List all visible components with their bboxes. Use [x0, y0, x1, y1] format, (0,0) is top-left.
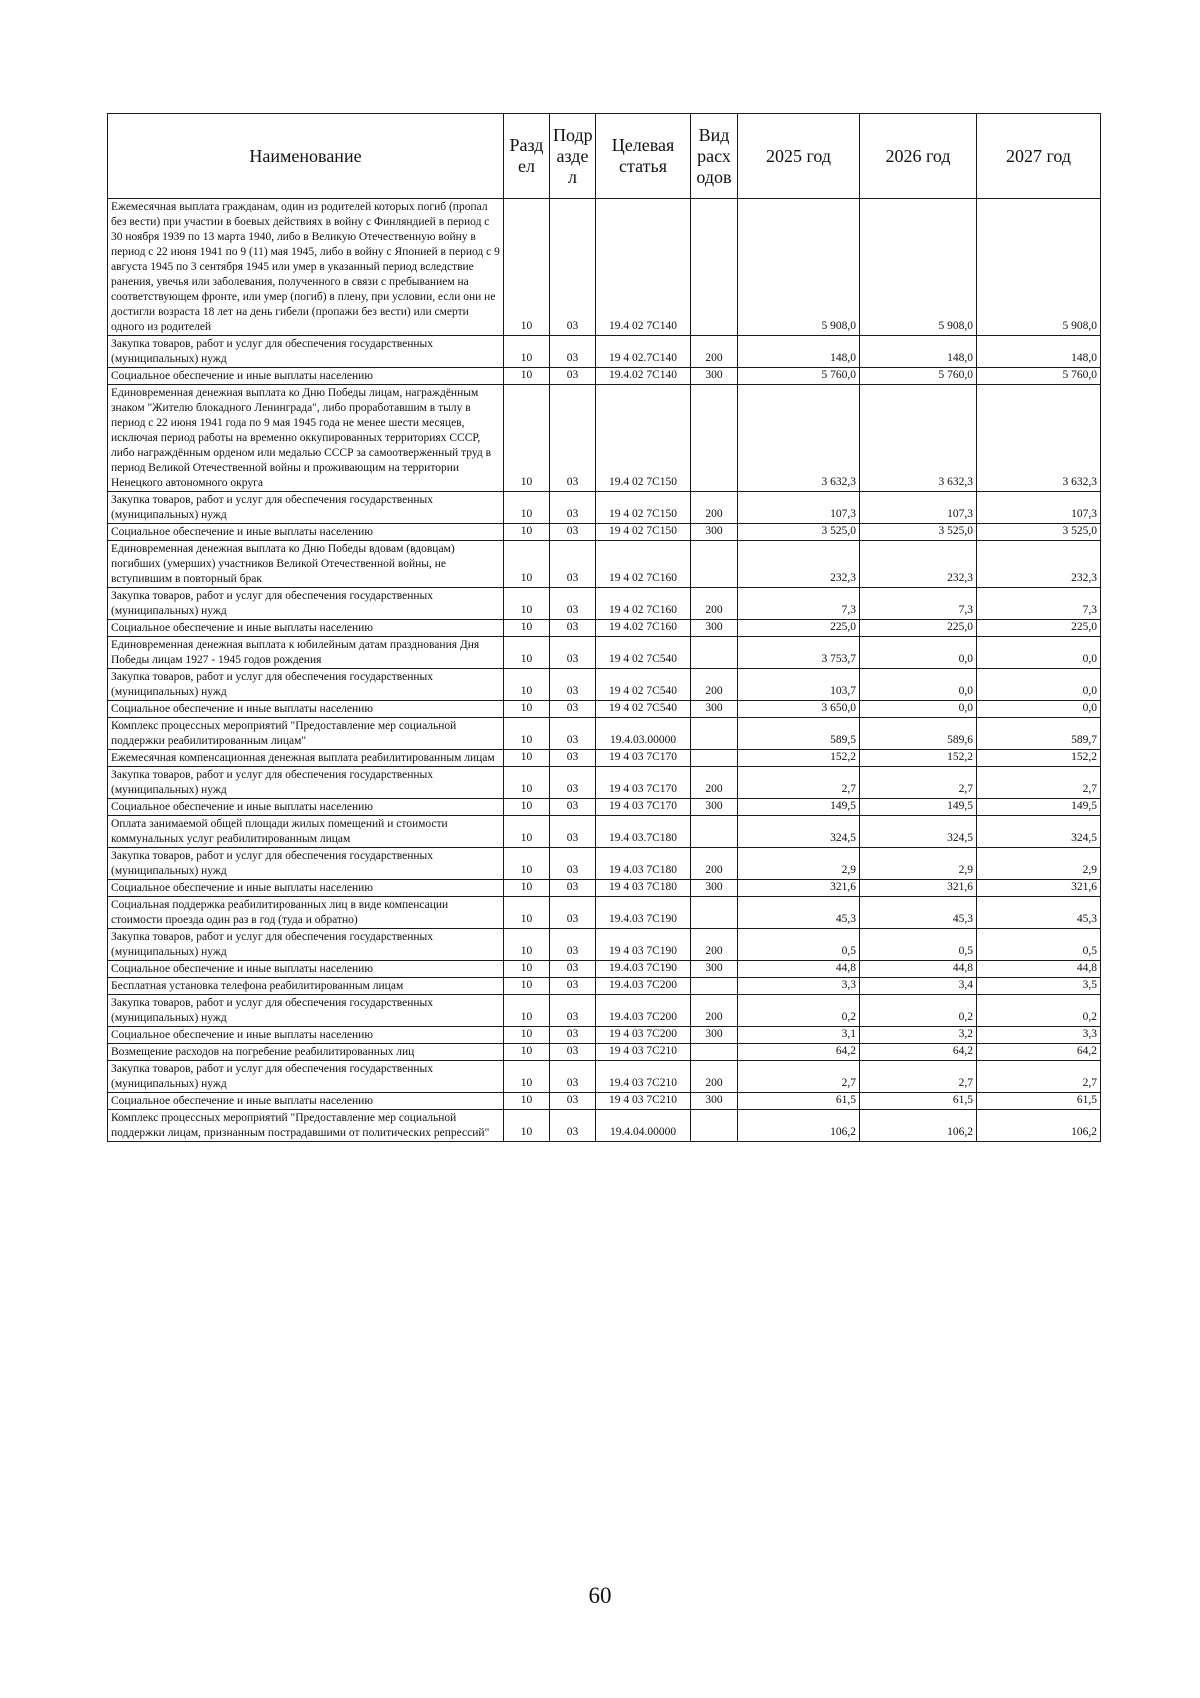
row-value-2027: 5 760,0	[977, 368, 1101, 385]
row-podrazdel: 03	[550, 524, 596, 541]
row-value-2027: 5 908,0	[977, 199, 1101, 336]
row-razdel: 10	[504, 961, 550, 978]
row-value-2025: 45,3	[738, 897, 860, 929]
row-value-2027: 232,3	[977, 541, 1101, 588]
row-value-2025: 64,2	[738, 1044, 860, 1061]
row-value-2027: 3 632,3	[977, 385, 1101, 492]
row-razdel: 10	[504, 880, 550, 897]
row-value-2026: 2,9	[860, 848, 977, 880]
row-name: Социальное обеспечение и иные выплаты населению	[108, 620, 504, 637]
table-row	[108, 588, 1101, 620]
row-podrazdel: 03	[550, 750, 596, 767]
row-razdel: 10	[504, 1044, 550, 1061]
row-expense-type: 200	[691, 995, 738, 1027]
row-expense-type	[691, 718, 738, 750]
row-value-2025: 148,0	[738, 336, 860, 368]
row-value-2027: 0,0	[977, 669, 1101, 701]
row-expense-type	[691, 897, 738, 929]
table-row	[108, 995, 1101, 1027]
row-name: Единовременная денежная выплата ко Дню Победы лицам, награждённым знаком "Жителю блокадного Ленинграда", либо проработавшим в тылу в период с 22 июня 1941 года по 9 мая 1945 года не менее шести месяцев, исключая период работы на временно оккупированных территориях СССР, либо награждённым орденом или медалью СССР за самоотверженный труд в период Великой Отечественной войны и проживающим на территории Ненецкого автономного округа	[108, 385, 504, 492]
row-target-article: 19 4.02 7С160	[596, 620, 691, 637]
row-value-2026: 0,0	[860, 669, 977, 701]
row-podrazdel: 03	[550, 1061, 596, 1093]
row-expense-type	[691, 385, 738, 492]
row-podrazdel: 03	[550, 816, 596, 848]
row-value-2025: 3 632,3	[738, 385, 860, 492]
row-target-article: 19 4 02.7С140	[596, 336, 691, 368]
table-row	[108, 385, 1101, 492]
row-value-2025: 7,3	[738, 588, 860, 620]
row-value-2027: 45,3	[977, 897, 1101, 929]
row-value-2026: 232,3	[860, 541, 977, 588]
row-target-article: 19.4 02 7С150	[596, 385, 691, 492]
row-target-article: 19 4 02 7С160	[596, 541, 691, 588]
row-podrazdel: 03	[550, 897, 596, 929]
row-razdel: 10	[504, 524, 550, 541]
row-value-2027: 2,7	[977, 767, 1101, 799]
row-razdel: 10	[504, 978, 550, 995]
row-razdel: 10	[504, 718, 550, 750]
row-podrazdel: 03	[550, 336, 596, 368]
row-podrazdel: 03	[550, 718, 596, 750]
table-body	[108, 199, 1101, 1142]
row-target-article: 19 4 03 7С170	[596, 799, 691, 816]
row-razdel: 10	[504, 995, 550, 1027]
row-value-2027: 61,5	[977, 1093, 1101, 1110]
row-value-2025: 232,3	[738, 541, 860, 588]
table-row	[108, 199, 1101, 336]
row-razdel: 10	[504, 1110, 550, 1142]
row-name: Закупка товаров, работ и услуг для обеспечения государственных (муниципальных) нужд	[108, 588, 504, 620]
row-name: Закупка товаров, работ и услуг для обеспечения государственных (муниципальных) нужд	[108, 995, 504, 1027]
row-podrazdel: 03	[550, 995, 596, 1027]
row-razdel: 10	[504, 929, 550, 961]
row-expense-type: 300	[691, 880, 738, 897]
header-2026: 2026 год	[860, 114, 977, 199]
row-name: Социальное обеспечение и иные выплаты населению	[108, 880, 504, 897]
row-name: Возмещение расходов на погребение реабилитированных лиц	[108, 1044, 504, 1061]
row-name: Закупка товаров, работ и услуг для обеспечения государственных (муниципальных) нужд	[108, 848, 504, 880]
row-value-2027: 64,2	[977, 1044, 1101, 1061]
header-razdel: Разд ел	[504, 114, 550, 199]
row-value-2027: 7,3	[977, 588, 1101, 620]
row-value-2026: 64,2	[860, 1044, 977, 1061]
row-name: Социальное обеспечение и иные выплаты населению	[108, 524, 504, 541]
row-target-article: 19 4 03 7С170	[596, 767, 691, 799]
row-razdel: 10	[504, 767, 550, 799]
header-name: Наименование	[108, 114, 504, 199]
table-row	[108, 701, 1101, 718]
row-razdel: 10	[504, 701, 550, 718]
header-podrazdel: Подр азде л	[550, 114, 596, 199]
row-value-2025: 2,7	[738, 1061, 860, 1093]
row-value-2027: 0,0	[977, 701, 1101, 718]
row-target-article: 19 4 03 7С180	[596, 880, 691, 897]
row-target-article: 19.4.03 7С190	[596, 897, 691, 929]
row-value-2025: 5 908,0	[738, 199, 860, 336]
row-expense-type: 200	[691, 767, 738, 799]
row-target-article: 19.4.03 7С200	[596, 978, 691, 995]
row-value-2027: 149,5	[977, 799, 1101, 816]
row-razdel: 10	[504, 1061, 550, 1093]
row-razdel: 10	[504, 848, 550, 880]
row-razdel: 10	[504, 541, 550, 588]
row-razdel: 10	[504, 385, 550, 492]
row-value-2027: 106,2	[977, 1110, 1101, 1142]
row-value-2025: 107,3	[738, 492, 860, 524]
row-value-2026: 149,5	[860, 799, 977, 816]
table-row	[108, 718, 1101, 750]
row-expense-type	[691, 750, 738, 767]
row-podrazdel: 03	[550, 1093, 596, 1110]
row-value-2027: 3,5	[977, 978, 1101, 995]
row-value-2027: 225,0	[977, 620, 1101, 637]
row-podrazdel: 03	[550, 541, 596, 588]
row-value-2026: 61,5	[860, 1093, 977, 1110]
row-value-2025: 321,6	[738, 880, 860, 897]
row-value-2025: 589,5	[738, 718, 860, 750]
header-2027: 2027 год	[977, 114, 1101, 199]
row-target-article: 19 4 03 7С210	[596, 1044, 691, 1061]
row-expense-type	[691, 816, 738, 848]
table-row	[108, 1093, 1101, 1110]
row-value-2026: 0,2	[860, 995, 977, 1027]
row-razdel: 10	[504, 897, 550, 929]
row-podrazdel: 03	[550, 1110, 596, 1142]
row-expense-type	[691, 199, 738, 336]
row-podrazdel: 03	[550, 701, 596, 718]
row-value-2027: 3 525,0	[977, 524, 1101, 541]
row-value-2025: 3,1	[738, 1027, 860, 1044]
row-value-2025: 3 753,7	[738, 637, 860, 669]
row-name: Закупка товаров, работ и услуг для обеспечения государственных (муниципальных) нужд	[108, 767, 504, 799]
row-expense-type: 300	[691, 799, 738, 816]
row-name: Закупка товаров, работ и услуг для обеспечения государственных (муниципальных) нужд	[108, 929, 504, 961]
row-razdel: 10	[504, 620, 550, 637]
row-value-2027: 3,3	[977, 1027, 1101, 1044]
row-value-2026: 7,3	[860, 588, 977, 620]
table-row	[108, 978, 1101, 995]
table-row	[108, 1110, 1101, 1142]
row-name: Оплата занимаемой общей площади жилых помещений и стоимости коммунальных услуг реабилитированным лицам	[108, 816, 504, 848]
row-podrazdel: 03	[550, 199, 596, 336]
table-row	[108, 767, 1101, 799]
row-podrazdel: 03	[550, 637, 596, 669]
row-value-2025: 0,2	[738, 995, 860, 1027]
row-target-article: 19.4.03.00000	[596, 718, 691, 750]
row-value-2026: 45,3	[860, 897, 977, 929]
row-value-2026: 2,7	[860, 767, 977, 799]
row-expense-type: 200	[691, 669, 738, 701]
row-target-article: 19.4 03 7С210	[596, 1061, 691, 1093]
row-value-2025: 103,7	[738, 669, 860, 701]
row-expense-type: 300	[691, 524, 738, 541]
table-row	[108, 336, 1101, 368]
row-razdel: 10	[504, 816, 550, 848]
row-podrazdel: 03	[550, 368, 596, 385]
table-row	[108, 799, 1101, 816]
row-value-2025: 61,5	[738, 1093, 860, 1110]
row-value-2025: 225,0	[738, 620, 860, 637]
table-row	[108, 961, 1101, 978]
row-value-2026: 148,0	[860, 336, 977, 368]
row-razdel: 10	[504, 588, 550, 620]
row-expense-type	[691, 1110, 738, 1142]
row-razdel: 10	[504, 492, 550, 524]
row-expense-type: 200	[691, 492, 738, 524]
row-value-2026: 107,3	[860, 492, 977, 524]
table-row	[108, 929, 1101, 961]
row-name: Бесплатная установка телефона реабилитированным лицам	[108, 978, 504, 995]
row-name: Закупка товаров, работ и услуг для обеспечения государственных (муниципальных) нужд	[108, 336, 504, 368]
row-value-2026: 3 632,3	[860, 385, 977, 492]
row-value-2027: 321,6	[977, 880, 1101, 897]
row-name: Комплекс процессных мероприятий "Предоставление мер социальной поддержки лицам, признанным пострадавшими от политических репрессий"	[108, 1110, 504, 1142]
row-name: Закупка товаров, работ и услуг для обеспечения государственных (муниципальных) нужд	[108, 669, 504, 701]
header-target-article: Целевая статья	[596, 114, 691, 199]
table-row	[108, 637, 1101, 669]
row-target-article: 19 4 02 7С540	[596, 637, 691, 669]
row-name: Ежемесячная выплата гражданам, один из родителей которых погиб (пропал без вести) при участии в боевых действиях в войну с Финляндией в период с 30 ноября 1939 по 13 марта 1940, либо в Великую Отечественную войну в период с 22 июня 1941 по 9 (11) мая 1945, либо в войну с Японией в период с 9 августа 1945 по 3 сентября 1945 или умер в указанный период вследствие ранения, увечья или заболевания, полученного в связи с пребыванием на соответствующем фронте, или умер (погиб) в плену, при условии, если они не достигли возраста 18 лет на день гибели (пропажи без вести) или смерти одного из родителей	[108, 199, 504, 336]
row-value-2026: 225,0	[860, 620, 977, 637]
row-expense-type	[691, 1044, 738, 1061]
table-row	[108, 880, 1101, 897]
table-header-row	[108, 114, 1101, 199]
row-target-article: 19.4 03.7С180	[596, 816, 691, 848]
row-value-2025: 324,5	[738, 816, 860, 848]
row-razdel: 10	[504, 199, 550, 336]
row-podrazdel: 03	[550, 385, 596, 492]
row-target-article: 19 4 02 7С150	[596, 492, 691, 524]
row-expense-type: 300	[691, 368, 738, 385]
table-row	[108, 492, 1101, 524]
row-target-article: 19 4 03 7С190	[596, 929, 691, 961]
row-razdel: 10	[504, 669, 550, 701]
page-number: 60	[588, 1583, 612, 1608]
row-razdel: 10	[504, 368, 550, 385]
row-razdel: 10	[504, 750, 550, 767]
row-podrazdel: 03	[550, 929, 596, 961]
row-value-2027: 148,0	[977, 336, 1101, 368]
row-expense-type: 200	[691, 1061, 738, 1093]
row-name: Единовременная денежная выплата ко Дню Победы вдовам (вдовцам) погибших (умерших) участников Великой Отечественной войны, не вступившим в повторный брак	[108, 541, 504, 588]
row-value-2026: 321,6	[860, 880, 977, 897]
table-row	[108, 1044, 1101, 1061]
table-row	[108, 1027, 1101, 1044]
row-value-2027: 2,7	[977, 1061, 1101, 1093]
table-row	[108, 669, 1101, 701]
table-row	[108, 541, 1101, 588]
table-row	[108, 750, 1101, 767]
row-expense-type: 200	[691, 929, 738, 961]
row-value-2025: 3 525,0	[738, 524, 860, 541]
row-expense-type: 300	[691, 620, 738, 637]
header-expense-type: Вид расх одов	[691, 114, 738, 199]
row-podrazdel: 03	[550, 492, 596, 524]
row-value-2026: 3,2	[860, 1027, 977, 1044]
row-razdel: 10	[504, 1093, 550, 1110]
row-value-2026: 0,5	[860, 929, 977, 961]
row-value-2026: 589,6	[860, 718, 977, 750]
row-value-2027: 152,2	[977, 750, 1101, 767]
row-value-2026: 2,7	[860, 1061, 977, 1093]
row-expense-type: 300	[691, 1093, 738, 1110]
row-name: Социальное обеспечение и иные выплаты населению	[108, 1093, 504, 1110]
row-value-2025: 0,5	[738, 929, 860, 961]
row-target-article: 19 4 03 7С170	[596, 750, 691, 767]
row-target-article: 19 4 03 7С210	[596, 1093, 691, 1110]
row-podrazdel: 03	[550, 767, 596, 799]
row-name: Социальное обеспечение и иные выплаты населению	[108, 961, 504, 978]
row-podrazdel: 03	[550, 1027, 596, 1044]
table-row	[108, 368, 1101, 385]
row-value-2026: 0,0	[860, 701, 977, 718]
table-row	[108, 620, 1101, 637]
row-value-2025: 2,9	[738, 848, 860, 880]
row-expense-type: 200	[691, 336, 738, 368]
row-podrazdel: 03	[550, 978, 596, 995]
row-value-2027: 2,9	[977, 848, 1101, 880]
row-expense-type	[691, 978, 738, 995]
row-value-2025: 5 760,0	[738, 368, 860, 385]
row-podrazdel: 03	[550, 620, 596, 637]
table-row	[108, 848, 1101, 880]
row-expense-type	[691, 541, 738, 588]
row-target-article: 19 4 02 7С540	[596, 669, 691, 701]
row-target-article: 19 4 03 7С200	[596, 1027, 691, 1044]
row-podrazdel: 03	[550, 961, 596, 978]
row-value-2026: 44,8	[860, 961, 977, 978]
row-name: Комплекс процессных мероприятий "Предоставление мер социальной поддержки реабилитированным лицам"	[108, 718, 504, 750]
row-podrazdel: 03	[550, 1044, 596, 1061]
row-name: Закупка товаров, работ и услуг для обеспечения государственных (муниципальных) нужд	[108, 492, 504, 524]
row-value-2027: 44,8	[977, 961, 1101, 978]
row-value-2027: 324,5	[977, 816, 1101, 848]
row-name: Социальное обеспечение и иные выплаты населению	[108, 368, 504, 385]
row-value-2027: 589,7	[977, 718, 1101, 750]
row-value-2026: 106,2	[860, 1110, 977, 1142]
row-value-2025: 3,3	[738, 978, 860, 995]
row-podrazdel: 03	[550, 880, 596, 897]
row-value-2026: 3,4	[860, 978, 977, 995]
row-podrazdel: 03	[550, 669, 596, 701]
row-target-article: 19 4.03 7С180	[596, 848, 691, 880]
row-name: Единовременная денежная выплата к юбилейным датам празднования Дня Победы лицам 1927 - 1945 годов рождения	[108, 637, 504, 669]
row-podrazdel: 03	[550, 799, 596, 816]
table-row	[108, 897, 1101, 929]
row-target-article: 19 4 02 7С160	[596, 588, 691, 620]
row-expense-type: 200	[691, 848, 738, 880]
row-value-2025: 106,2	[738, 1110, 860, 1142]
row-target-article: 19.4.03 7С200	[596, 995, 691, 1027]
row-expense-type: 300	[691, 1027, 738, 1044]
budget-table	[107, 113, 1101, 1142]
row-razdel: 10	[504, 799, 550, 816]
row-value-2026: 3 525,0	[860, 524, 977, 541]
row-target-article: 19 4 02 7С540	[596, 701, 691, 718]
row-value-2025: 152,2	[738, 750, 860, 767]
table-row	[108, 524, 1101, 541]
row-value-2026: 0,0	[860, 637, 977, 669]
row-value-2026: 5 908,0	[860, 199, 977, 336]
row-value-2025: 3 650,0	[738, 701, 860, 718]
row-value-2025: 149,5	[738, 799, 860, 816]
row-expense-type: 300	[691, 961, 738, 978]
row-name: Социальное обеспечение и иные выплаты населению	[108, 701, 504, 718]
row-target-article: 19.4.03 7С190	[596, 961, 691, 978]
row-expense-type: 300	[691, 701, 738, 718]
row-value-2027: 0,0	[977, 637, 1101, 669]
row-name: Социальное обеспечение и иные выплаты населению	[108, 799, 504, 816]
row-podrazdel: 03	[550, 848, 596, 880]
row-name: Ежемесячная компенсационная денежная выплата реабилитированным лицам	[108, 750, 504, 767]
row-value-2027: 0,5	[977, 929, 1101, 961]
row-name: Закупка товаров, работ и услуг для обеспечения государственных (муниципальных) нужд	[108, 1061, 504, 1093]
row-value-2026: 152,2	[860, 750, 977, 767]
header-2025: 2025 год	[738, 114, 860, 199]
row-target-article: 19 4 02 7С150	[596, 524, 691, 541]
row-value-2026: 324,5	[860, 816, 977, 848]
row-value-2027: 107,3	[977, 492, 1101, 524]
row-value-2026: 5 760,0	[860, 368, 977, 385]
row-razdel: 10	[504, 336, 550, 368]
row-razdel: 10	[504, 1027, 550, 1044]
row-target-article: 19.4.04.00000	[596, 1110, 691, 1142]
row-razdel: 10	[504, 637, 550, 669]
row-value-2025: 44,8	[738, 961, 860, 978]
row-value-2027: 0,2	[977, 995, 1101, 1027]
row-target-article: 19.4 02 7С140	[596, 199, 691, 336]
row-podrazdel: 03	[550, 588, 596, 620]
row-expense-type	[691, 637, 738, 669]
row-name: Социальная поддержка реабилитированных лиц в виде компенсации стоимости проезда один раз в год (туда и обратно)	[108, 897, 504, 929]
row-name: Социальное обеспечение и иные выплаты населению	[108, 1027, 504, 1044]
table-row	[108, 1061, 1101, 1093]
table-row	[108, 816, 1101, 848]
row-value-2025: 2,7	[738, 767, 860, 799]
row-expense-type: 200	[691, 588, 738, 620]
row-target-article: 19.4.02 7С140	[596, 368, 691, 385]
